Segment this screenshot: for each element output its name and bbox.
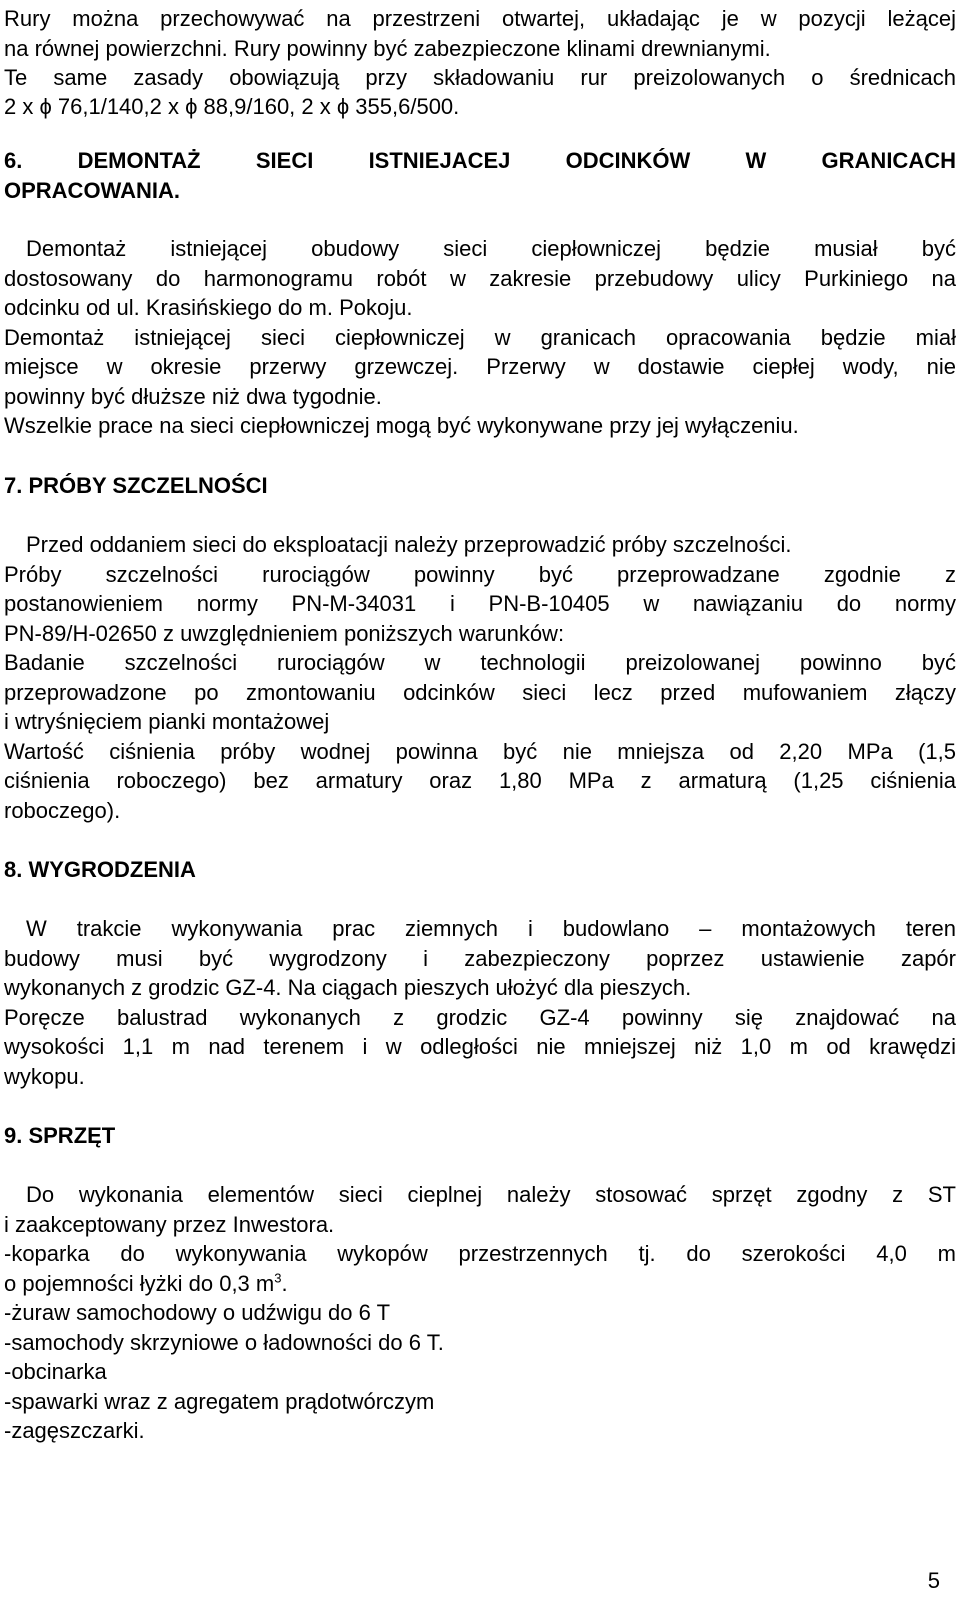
paragraph-line: odcinku od ul. Krasińskiego do m. Pokoju. [4, 295, 413, 320]
paragraph-line: Do wykonania elementów sieci cieplnej należy stosować sprzęt zgodny z ST [26, 1182, 956, 1207]
text-line: Te same zasady obowiązują przy składowaniu rur preizolowanych o średnicach [4, 65, 956, 90]
paragraph-line: ciśnienia roboczego) bez armatury oraz 1,80 MPa z armaturą (1,25 ciśnienia [4, 768, 956, 793]
paragraph-line: postanowieniem normy PN-M-34031 i PN-B-10405 w nawiązaniu do normy [4, 591, 956, 616]
paragraph-line: wykopu. [4, 1064, 85, 1089]
paragraph-line: i zaakceptowany przez Inwestora. [4, 1212, 335, 1237]
paragraph-text: . [281, 1271, 288, 1296]
text-line: na równej powierzchni. Rury powinny być zabezpieczone klinami drewnianymi. [4, 36, 771, 61]
text-line: 2 x ϕ 76,1/140,2 x ϕ 88,9/160, 2 x ϕ 355,6/500. [4, 94, 460, 119]
list-item: -żuraw samochodowy o udźwigu do 6 T [4, 1300, 391, 1325]
paragraph-line: wykonanych z grodzic GZ-4. Na ciągach pieszych ułożyć dla pieszych. [4, 975, 692, 1000]
paragraph-line: W trakcie wykonywania prac ziemnych i budowlano – montażowych teren [26, 916, 956, 941]
paragraph-line: powinny być dłuższe niż dwa tygodnie. [4, 384, 382, 409]
list-item: -zagęszczarki. [4, 1418, 145, 1443]
paragraph-line: Badanie szczelności rurociągów w technologii preizolowanej powinno być [4, 650, 956, 675]
paragraph-line: dostosowany do harmonogramu robót w zakresie przebudowy ulicy Purkiniego na [4, 266, 956, 291]
page-number: 5 [927, 1568, 940, 1593]
paragraph-line: i wtryśnięciem pianki montażowej [4, 709, 330, 734]
paragraph-line: PN-89/H-02650 z uwzględnieniem poniższych warunków: [4, 621, 565, 646]
paragraph-line: miejsce w okresie przerwy grzewczej. Przerwy w dostawie ciepłej wody, nie [4, 354, 956, 379]
list-item: -spawarki wraz z agregatem prądotwórczym [4, 1389, 435, 1414]
section-heading-9: 9. SPRZĘT [4, 1123, 116, 1148]
section-heading-8: 8. WYGRODZENIA [4, 857, 196, 882]
paragraph-line: wysokości 1,1 m nad terenem i w odległości nie mniejszej niż 1,0 m od krawędzi [4, 1034, 956, 1059]
section-heading-7: 7. PRÓBY SZCZELNOŚCI [4, 473, 268, 498]
list-item: -samochody skrzyniowe o ładowności do 6 T. [4, 1330, 444, 1355]
paragraph-line: przeprowadzone po zmontowaniu odcinków sieci lecz przed mufowaniem złączy [4, 680, 956, 705]
paragraph-line: Wartość ciśnienia próby wodnej powinna być nie mniejsza od 2,20 MPa (1,5 [4, 739, 956, 764]
paragraph-line: Przed oddaniem sieci do eksploatacji należy przeprowadzić próby szczelności. [26, 532, 792, 557]
paragraph-text: o pojemności łyżki do 0,3 m [4, 1271, 275, 1296]
list-item: -obcinarka [4, 1359, 107, 1384]
paragraph-line: -koparka do wykonywania wykopów przestrzennych tj. do szerokości 4,0 m [4, 1241, 956, 1266]
section-heading-6: 6. DEMONTAŻ SIECI ISTNIEJACEJ ODCINKÓW W GRANICACH [4, 148, 956, 173]
paragraph-line: Poręcze balustrad wykonanych z grodzic GZ-4 powinny się znajdować na [4, 1005, 956, 1030]
paragraph-line: Demontaż istniejącej sieci ciepłowniczej w granicach opracowania będzie miał [4, 325, 956, 350]
paragraph-line: Próby szczelności rurociągów powinny być przeprowadzane zgodnie z [4, 562, 956, 587]
paragraph-line: budowy musi być wygrodzony i zabezpieczony poprzez ustawienie zapór [4, 946, 956, 971]
paragraph-line: Demontaż istniejącej obudowy sieci ciepłowniczej będzie musiał być [26, 236, 956, 261]
section-heading-6-cont: OPRACOWANIA. [4, 178, 180, 203]
paragraph-line [4, 1269, 956, 1299]
paragraph-line: roboczego). [4, 798, 121, 823]
superscript: 3 [274, 1270, 282, 1286]
paragraph-line: Wszelkie prace na sieci ciepłowniczej mogą być wykonywane przy jej wyłączeniu. [4, 413, 799, 438]
text-line: Rury można przechowywać na przestrzeni otwartej, układając je w pozycji leżącej [4, 6, 956, 31]
